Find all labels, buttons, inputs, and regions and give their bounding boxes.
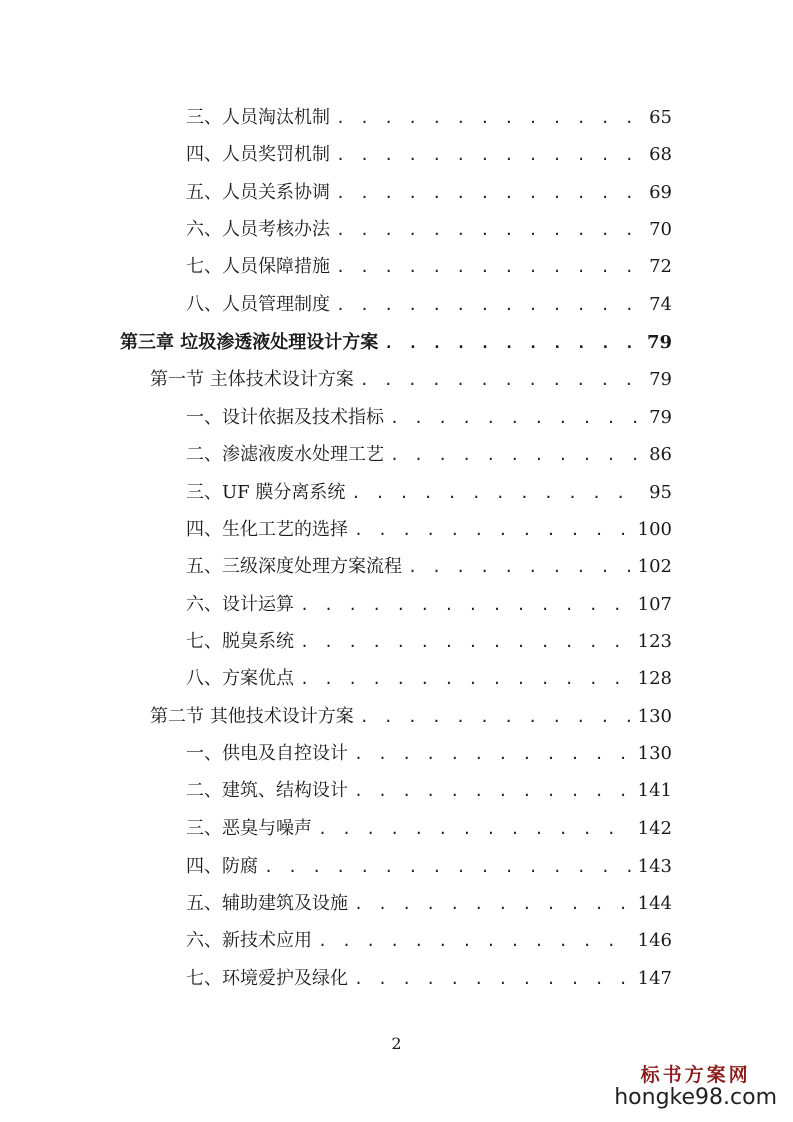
toc-entry-label: 四、防腐 [186, 856, 258, 877]
toc-entry-section[interactable] [150, 365, 672, 395]
toc-entry-label: 四、人员奖罚机制 [186, 144, 330, 165]
toc-entry-page: 74 [649, 294, 672, 315]
toc-dot-leader [354, 889, 632, 919]
toc-entry-item[interactable] [186, 440, 672, 470]
toc-entry-chapter[interactable] [120, 328, 672, 358]
toc-entry-item[interactable] [186, 215, 672, 245]
toc-entry-label: 六、新技术应用 [186, 930, 312, 951]
toc-entry-section[interactable] [150, 702, 672, 732]
toc-entry-item[interactable] [186, 478, 672, 508]
toc-entry-label: 七、脱臭系统 [186, 631, 294, 652]
toc-entry-page: 86 [649, 444, 672, 465]
toc-entry-label: 二、建筑、结构设计 [186, 780, 348, 801]
toc-entry-label: 五、辅助建筑及设施 [186, 893, 348, 914]
toc-entry-label: 五、三级深度处理方案流程 [186, 556, 402, 577]
watermark-name: 标书方案网 [640, 1064, 751, 1086]
toc-entry-label: 第三章 垃圾渗透液处理设计方案 [120, 332, 379, 353]
toc-entry-page: 100 [637, 519, 672, 540]
toc-dot-leader [354, 964, 632, 994]
toc-entry-label: 四、生化工艺的选择 [186, 519, 348, 540]
toc-dot-leader [336, 215, 643, 245]
toc-entry-label: 五、人员关系协调 [186, 182, 330, 203]
toc-entry-page: 79 [649, 407, 672, 428]
toc-entry-item[interactable] [186, 627, 672, 657]
toc-dot-leader [354, 515, 632, 545]
page-number: 2 [391, 1034, 402, 1053]
toc-dot-leader [336, 252, 643, 282]
watermark-logo [614, 1060, 777, 1110]
toc-dot-leader [264, 852, 632, 882]
toc-entry-page: 70 [649, 219, 672, 240]
toc-entry-item[interactable] [186, 852, 672, 882]
toc-entry-page: 123 [637, 631, 672, 652]
toc-entry-page: 65 [649, 107, 672, 128]
toc-entry-page: 72 [649, 256, 672, 277]
toc-entry-label: 八、人员管理制度 [186, 294, 330, 315]
toc-dot-leader [408, 552, 632, 582]
watermark-url: hongke98.com [614, 1085, 777, 1110]
toc-entry-label: 三、UF 膜分离系统 [186, 482, 346, 503]
toc-dot-leader [300, 590, 632, 620]
toc-entry-page: 143 [637, 856, 672, 877]
toc-dot-leader [336, 290, 643, 320]
toc-entry-item[interactable] [186, 664, 672, 694]
toc-entry-page: 79 [649, 369, 672, 390]
toc-entry-label: 七、环境爱护及绿化 [186, 968, 348, 989]
toc-entry-label: 第二节 其他技术设计方案 [150, 706, 354, 727]
toc-dot-leader [336, 140, 643, 170]
toc-entry-item[interactable] [186, 776, 672, 806]
toc-dot-leader [354, 739, 632, 769]
toc-entry-item[interactable] [186, 590, 672, 620]
toc-entry-page: 107 [637, 594, 672, 615]
toc-entry-page: 69 [649, 182, 672, 203]
toc-dot-leader [300, 627, 632, 657]
toc-entry-item[interactable] [186, 290, 672, 320]
toc-entry-label: 一、供电及自控设计 [186, 743, 348, 764]
toc-entry-page: 144 [637, 893, 672, 914]
toc-dot-leader [318, 814, 632, 844]
toc-entry-label: 二、渗滤液废水处理工艺 [186, 444, 384, 465]
toc-entry-item[interactable] [186, 739, 672, 769]
toc-dot-leader [360, 702, 632, 732]
toc-dot-leader [351, 478, 643, 508]
toc-entry-item[interactable] [186, 178, 672, 208]
toc-entry-item[interactable] [186, 252, 672, 282]
toc-entry-page: 147 [637, 968, 672, 989]
toc-entry-label: 六、设计运算 [186, 594, 294, 615]
toc-dot-leader [360, 365, 643, 395]
toc-entry-item[interactable] [186, 403, 672, 433]
toc-dot-leader [384, 328, 641, 358]
toc-entry-page: 102 [637, 556, 672, 577]
toc-entry-item[interactable] [186, 515, 672, 545]
toc-entry-label: 一、设计依据及技术指标 [186, 407, 384, 428]
toc-entry-item[interactable] [186, 926, 672, 956]
toc-entry-item[interactable] [186, 552, 672, 582]
toc-entry-item[interactable] [186, 103, 672, 133]
toc-dot-leader [336, 178, 643, 208]
toc-entry-page: 146 [637, 930, 672, 951]
toc-entry-label: 三、人员淘汰机制 [186, 107, 330, 128]
toc-entry-item[interactable] [186, 964, 672, 994]
toc-entry-label: 七、人员保障措施 [186, 256, 330, 277]
toc-dot-leader [354, 776, 632, 806]
toc-entry-label: 三、恶臭与噪声 [186, 818, 312, 839]
toc-entry-label: 八、方案优点 [186, 668, 294, 689]
toc-dot-leader [318, 926, 632, 956]
toc-entry-page: 128 [637, 668, 672, 689]
toc-entry-label: 第一节 主体技术设计方案 [150, 369, 354, 390]
toc-dot-leader [336, 103, 643, 133]
toc-entry-page: 130 [637, 706, 672, 727]
toc-dot-leader [390, 440, 643, 470]
toc-entry-page: 95 [649, 482, 672, 503]
toc-entry-page: 68 [649, 144, 672, 165]
toc-dot-leader [300, 664, 632, 694]
toc-dot-leader [390, 403, 643, 433]
toc-entry-item[interactable] [186, 814, 672, 844]
toc-entry-page: 142 [637, 818, 672, 839]
toc-entry-page: 141 [637, 780, 672, 801]
toc-entry-item[interactable] [186, 140, 672, 170]
toc-entry-item[interactable] [186, 889, 672, 919]
toc-entry-page: 130 [637, 743, 672, 764]
toc-entry-label: 六、人员考核办法 [186, 219, 330, 240]
toc-entry-page: 79 [646, 332, 672, 353]
